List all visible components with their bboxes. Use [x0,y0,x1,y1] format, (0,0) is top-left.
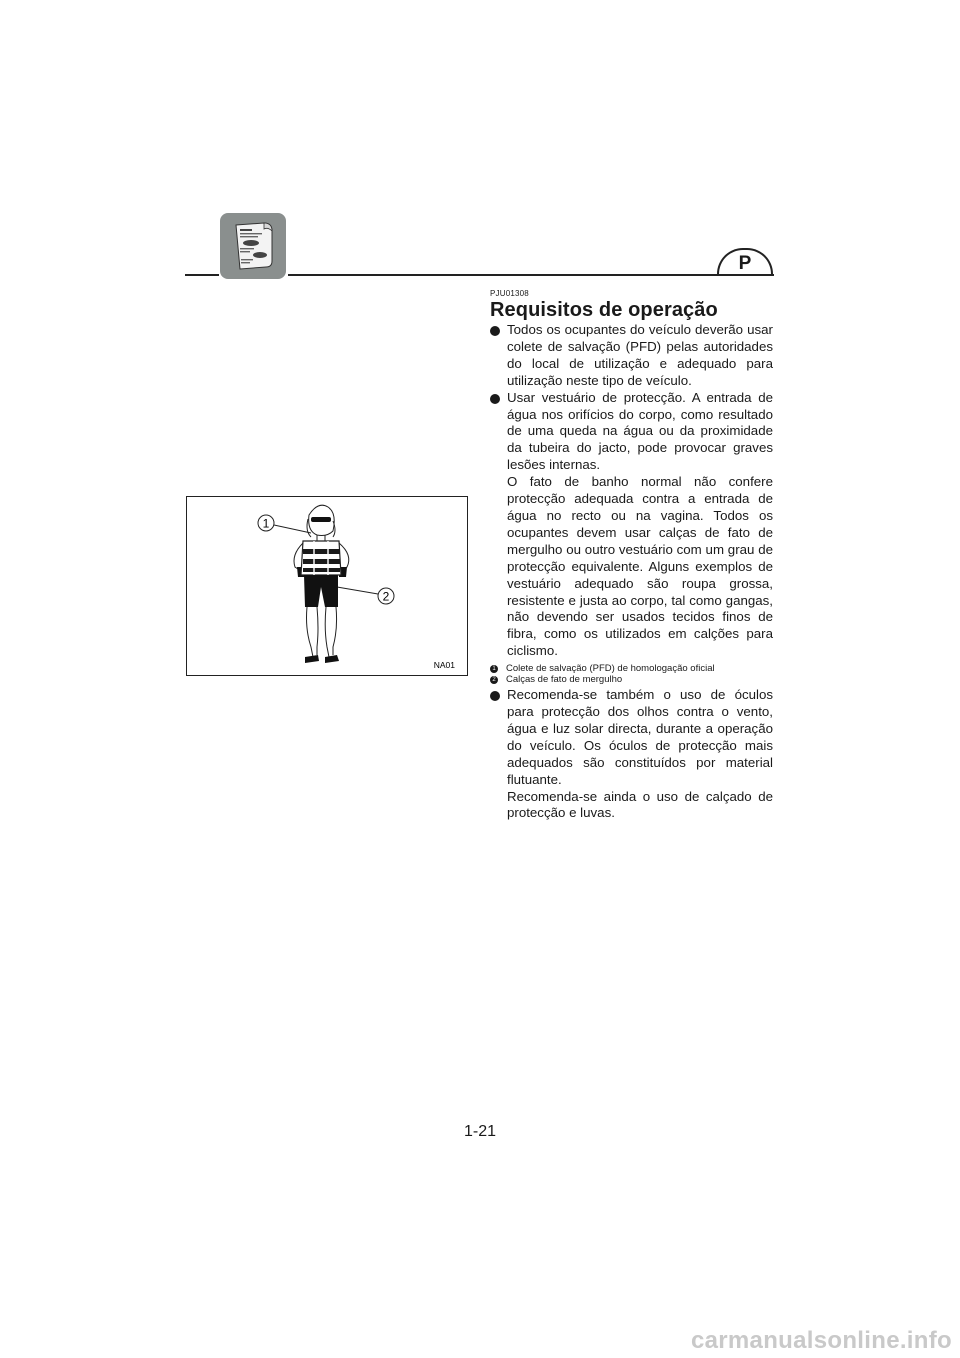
figure-label-2: 2 [382,589,390,604]
section-code: PJU01308 [490,289,529,298]
list-item [490,390,773,661]
person-wearing-pfd-illustration [187,497,466,674]
callout-text: Calças de fato de mergulho [506,674,623,686]
list-item [490,687,773,822]
section-title: Requisitos de operação [490,299,718,321]
callout-item [490,663,773,674]
callout-text: Colete de salvação (PFD) de homologação oficial [506,663,715,675]
callout-item [490,674,773,685]
body-text [490,322,773,822]
paragraph: Recomenda-se também o uso de óculos para protecção dos olhos contra o vento, água e luz solar directa, durante a operação do veículo. Os óculos de protecção mais adequados são constituídos por material flutuante. [507,687,773,787]
bullet-icon [490,691,500,701]
header-rule-left [185,274,219,276]
paragraph: Todos os ocupantes do veículo deverão usar colete de salvação (PFD) pelas autoridades do local de utilização e adequado para utilização neste tipo de veículo. [507,322,773,388]
list-item [490,322,773,390]
callout-number: 2 [490,676,498,684]
paragraph: O fato de banho normal não confere protecção adequada contra a entrada de água no recto ou na vagina. Todos os ocupantes devem usar calças de fato de mergulho ou outro vestuário com um grau de protecção equivalente. Alguns exemplos de vestuário adequado são roupa grossa, resistente e justa ao corpo, tal como gangas, não devendo ser usados tecidos finos de fibra, como os utilizados em calções para ciclismo. [507,474,773,659]
figure-life-vest-illustration [186,496,468,676]
bullet-icon [490,326,500,336]
header-rule-right [288,274,774,276]
paragraph: Recomenda-se ainda o uso de calçado de protecção e luvas. [507,788,773,821]
owners-manual-icon [220,213,286,279]
callout-legend [490,663,773,685]
callout-number: 1 [490,665,498,673]
watermark-text: carmanualsonline.info [690,1327,952,1354]
bullet-icon [490,394,500,404]
language-badge: P [717,248,773,274]
figure-label-1: 1 [262,516,270,531]
figure-code: NA01 [433,660,455,670]
paragraph: Usar vestuário de protecção. A entrada de água nos orifícios do corpo, como resultado de uma queda na água ou da proximidade da tubeira do jacto, pode provocar graves lesões internas. [507,389,773,473]
page-number: 1-21 [463,1123,497,1140]
